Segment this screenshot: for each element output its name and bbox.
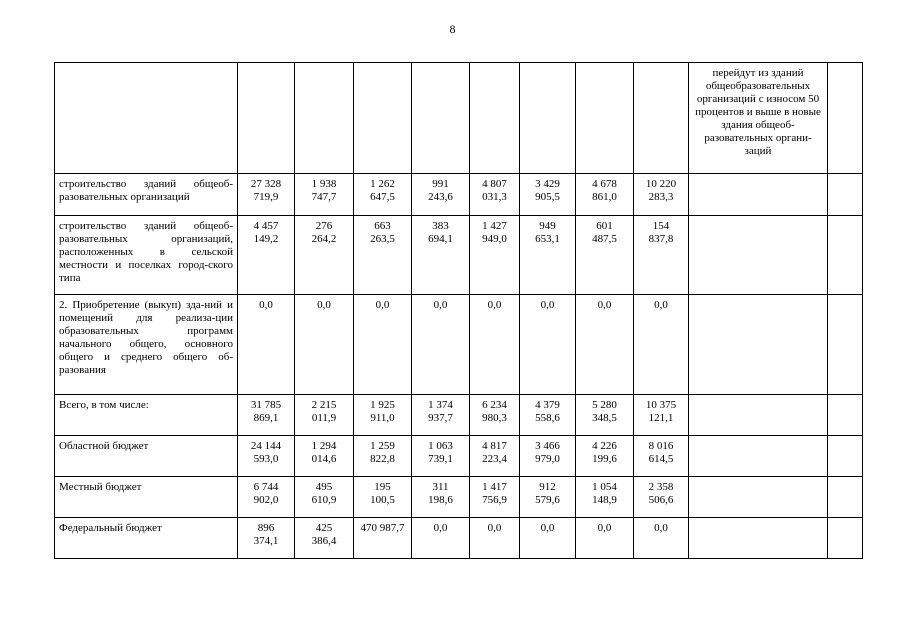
row-label: 2. Приобретение (выкуп) зда-ний и помещений для реализа-ции образовательных программ начального общего, основного общего и среднего общего об-разования [59, 299, 233, 376]
value-line-2: 902,0 [253, 494, 279, 506]
value-line-1: 1 259 [370, 440, 395, 452]
value-line-2: 822,8 [370, 453, 395, 465]
value-cell [520, 295, 576, 395]
empty-cell [828, 518, 863, 559]
header-cell [55, 63, 238, 174]
empty-cell [828, 174, 863, 216]
value-cell [354, 518, 412, 559]
value-line-1: 1 054 [592, 481, 617, 493]
value-line-1: 4 678 [592, 178, 617, 190]
row-label: строительство зданий общеоб-разовательных организаций, расположенных в сельской местности и поселках город-ского типа [59, 220, 233, 284]
value-line-2: 979,0 [535, 453, 560, 465]
value-line-1: 276 [315, 220, 333, 232]
value-line-1: 0,0 [654, 522, 668, 534]
value-cell [295, 295, 354, 395]
value-cell [520, 477, 576, 518]
value-line-1: 24 144 [250, 440, 282, 452]
value-line-1: 495 [315, 481, 333, 493]
value-line-1: 1 417 [482, 481, 507, 493]
value-line-2: 905,5 [535, 191, 560, 203]
value-cell [354, 295, 412, 395]
header-cell [412, 63, 470, 174]
value-line-2: 694,1 [428, 233, 453, 245]
value-line-1: 1 374 [428, 399, 453, 411]
row-label: Местный бюджет [59, 481, 142, 493]
value-cell [634, 436, 689, 477]
value-line-1: 0,0 [487, 522, 502, 534]
value-line-2: 264,2 [311, 233, 337, 245]
value-cell [520, 518, 576, 559]
value-line-2: 223,4 [482, 453, 507, 465]
value-line-1: 4 226 [592, 440, 617, 452]
row-label-cell [55, 436, 238, 477]
table-row [55, 395, 863, 436]
value-cell [634, 477, 689, 518]
value-line-2: 386,4 [311, 535, 337, 547]
empty-cell [689, 477, 828, 518]
budget-table [54, 62, 863, 559]
empty-cell [828, 477, 863, 518]
value-cell [412, 477, 470, 518]
value-line-1: 4 457 [253, 220, 279, 232]
header-cell [354, 63, 412, 174]
value-line-1: 0,0 [433, 522, 448, 534]
empty-cell [828, 295, 863, 395]
value-cell [238, 295, 295, 395]
value-cell [634, 518, 689, 559]
value-line-1: 0,0 [597, 522, 612, 534]
value-line-1: 1 938 [311, 178, 337, 190]
value-line-2: 243,6 [428, 191, 453, 203]
table-row [55, 518, 863, 559]
table-row [55, 174, 863, 216]
value-line-1: 0,0 [259, 299, 273, 311]
header-cell [828, 63, 863, 174]
value-line-1: 10 375 [645, 399, 677, 411]
value-cell [354, 174, 412, 216]
value-line-2: 980,3 [482, 412, 507, 424]
value-cell [520, 436, 576, 477]
header-cell [634, 63, 689, 174]
value-line-1: 195 [374, 481, 391, 493]
value-line-1: 0,0 [375, 299, 390, 311]
value-cell [576, 174, 634, 216]
value-line-2: 283,3 [648, 191, 674, 203]
value-line-2: 148,9 [592, 494, 617, 506]
value-line-1: 6 234 [482, 399, 507, 411]
value-cell [576, 216, 634, 295]
header-cell [576, 63, 634, 174]
value-line-2: 647,5 [370, 191, 395, 203]
value-line-2: 014,6 [311, 453, 337, 465]
empty-cell [689, 518, 828, 559]
row-label-cell [55, 518, 238, 559]
value-line-1: 8 016 [648, 440, 674, 452]
value-line-1: 1 427 [482, 220, 507, 232]
value-line-2: 869,1 [253, 412, 279, 424]
value-line-2: 579,6 [535, 494, 560, 506]
value-line-1: 896 [257, 522, 275, 534]
row-label: строительство зданий общеоб-разовательных организаций [59, 178, 233, 203]
value-cell [238, 395, 295, 436]
value-cell [238, 216, 295, 295]
value-line-2: 506,6 [648, 494, 674, 506]
value-line-2: 837,8 [648, 233, 674, 245]
empty-cell [689, 216, 828, 295]
value-line-1: 3 429 [535, 178, 560, 190]
value-line-1: 425 [315, 522, 333, 534]
row-label-cell [55, 174, 238, 216]
header-note-cell [689, 63, 828, 174]
page-number: 8 [449, 22, 456, 36]
empty-cell [828, 216, 863, 295]
value-line-1: 1 262 [370, 178, 395, 190]
value-cell [470, 436, 520, 477]
value-line-1: 0,0 [317, 299, 331, 311]
table-row [55, 295, 863, 395]
value-line-2: 747,7 [311, 191, 337, 203]
value-line-1: 311 [432, 481, 449, 493]
value-line-1: 2 215 [311, 399, 337, 411]
row-label: Областной бюджет [59, 440, 149, 452]
row-label-cell [55, 395, 238, 436]
value-line-2: 719,9 [253, 191, 279, 203]
value-cell [295, 216, 354, 295]
value-cell [412, 518, 470, 559]
value-cell [295, 395, 354, 436]
value-cell [576, 477, 634, 518]
value-line-1: 5 280 [592, 399, 617, 411]
value-cell [295, 436, 354, 477]
value-line-2: 949,0 [482, 233, 507, 245]
header-note-text: перейдут из зданий общеобразовательных организаций с износом 50 процентов и выше в новые здания общеоб-разовательных органи-заций [695, 67, 821, 157]
value-cell [470, 477, 520, 518]
value-cell [295, 518, 354, 559]
value-cell [634, 395, 689, 436]
value-line-1: 2 358 [648, 481, 674, 493]
value-cell [576, 518, 634, 559]
value-cell [576, 395, 634, 436]
value-line-2: 121,1 [648, 412, 674, 424]
value-line-1: 0,0 [597, 299, 612, 311]
value-cell [412, 174, 470, 216]
value-cell [295, 477, 354, 518]
value-cell [520, 216, 576, 295]
value-cell [354, 477, 412, 518]
value-line-2: 593,0 [253, 453, 279, 465]
value-line-2: 031,3 [482, 191, 507, 203]
value-cell [470, 395, 520, 436]
value-cell [576, 295, 634, 395]
header-cell [238, 63, 295, 174]
row-label-cell [55, 477, 238, 518]
value-cell [470, 174, 520, 216]
value-cell [238, 518, 295, 559]
value-line-2: 861,0 [592, 191, 617, 203]
value-line-2: 937,7 [428, 412, 453, 424]
header-cell [295, 63, 354, 174]
value-line-1: 4 817 [482, 440, 507, 452]
value-cell [295, 174, 354, 216]
value-line-2: 199,6 [592, 453, 617, 465]
empty-cell [689, 395, 828, 436]
value-line-1: 0,0 [433, 299, 448, 311]
value-cell [412, 436, 470, 477]
value-line-1: 3 466 [535, 440, 560, 452]
value-line-2: 614,5 [648, 453, 674, 465]
value-cell [238, 436, 295, 477]
value-line-1: 470 987,7 [360, 522, 405, 534]
value-cell [354, 216, 412, 295]
value-cell [412, 295, 470, 395]
value-line-1: 663 [374, 220, 391, 232]
value-line-2: 100,5 [370, 494, 395, 506]
row-label: Всего, в том числе: [59, 399, 149, 411]
value-line-2: 011,9 [311, 412, 337, 424]
row-label-cell [55, 295, 238, 395]
value-cell [520, 395, 576, 436]
value-cell [238, 174, 295, 216]
empty-cell [828, 395, 863, 436]
value-line-2: 348,5 [592, 412, 617, 424]
value-line-2: 610,9 [311, 494, 337, 506]
value-cell [470, 216, 520, 295]
value-line-1: 10 220 [645, 178, 677, 190]
table-row [55, 436, 863, 477]
value-cell [412, 216, 470, 295]
value-cell [470, 295, 520, 395]
value-line-2: 739,1 [428, 453, 453, 465]
value-cell [238, 477, 295, 518]
value-line-1: 912 [539, 481, 556, 493]
value-line-1: 154 [652, 220, 670, 232]
value-line-1: 4 379 [535, 399, 560, 411]
value-line-2: 911,0 [370, 412, 395, 424]
value-line-2: 198,6 [428, 494, 453, 506]
value-line-2: 263,5 [370, 233, 395, 245]
value-cell [634, 295, 689, 395]
table-row [55, 216, 863, 295]
value-cell [470, 518, 520, 559]
value-line-2: 487,5 [592, 233, 617, 245]
value-line-2: 756,9 [482, 494, 507, 506]
value-cell [634, 174, 689, 216]
value-line-1: 6 744 [253, 481, 279, 493]
value-line-1: 1 925 [370, 399, 395, 411]
value-line-1: 4 807 [482, 178, 507, 190]
value-line-2: 149,2 [253, 233, 279, 245]
value-cell [412, 395, 470, 436]
empty-cell [689, 174, 828, 216]
value-line-2: 374,1 [253, 535, 279, 547]
value-line-1: 949 [539, 220, 556, 232]
value-line-1: 991 [432, 178, 449, 190]
value-cell [634, 216, 689, 295]
value-line-1: 0,0 [540, 522, 555, 534]
value-line-1: 0,0 [654, 299, 668, 311]
empty-cell [689, 295, 828, 395]
value-line-2: 653,1 [535, 233, 560, 245]
value-cell [576, 436, 634, 477]
header-cell [520, 63, 576, 174]
table-row [55, 477, 863, 518]
value-line-1: 1 063 [428, 440, 453, 452]
value-line-2: 558,6 [535, 412, 560, 424]
value-cell [520, 174, 576, 216]
row-label-cell [55, 216, 238, 295]
empty-cell [689, 436, 828, 477]
value-line-1: 27 328 [250, 178, 282, 190]
value-line-1: 31 785 [250, 399, 282, 411]
value-line-1: 383 [432, 220, 449, 232]
value-line-1: 0,0 [487, 299, 502, 311]
empty-cell [828, 436, 863, 477]
value-line-1: 1 294 [311, 440, 337, 452]
value-cell [354, 436, 412, 477]
value-line-1: 0,0 [540, 299, 555, 311]
value-line-1: 601 [596, 220, 613, 232]
value-cell [354, 395, 412, 436]
header-cell [470, 63, 520, 174]
row-label: Федеральный бюджет [59, 522, 162, 534]
header-row [55, 63, 863, 174]
